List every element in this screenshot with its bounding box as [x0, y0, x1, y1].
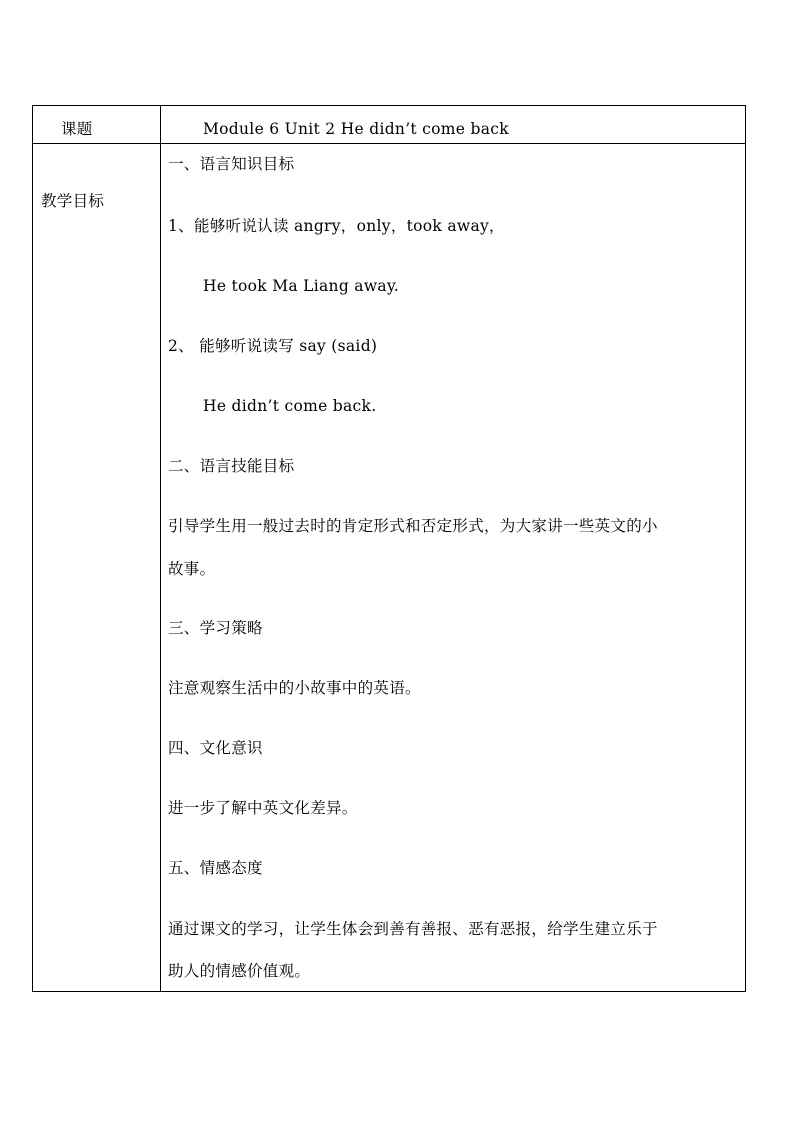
culture-text: 进一步了解中英文化差异。: [168, 799, 358, 817]
attitude-text-line-2: 助人的情感价值观。: [168, 962, 311, 980]
skills-text-line-1: 引导学生用一般过去时的肯定形式和否定形式，为大家讲一些英文的小: [168, 517, 658, 535]
section-heading-knowledge: 一、语言知识目标: [168, 155, 295, 173]
strategy-text: 注意观察生活中的小故事中的英语。: [168, 679, 421, 697]
objective-example-2: He didn’t come back.: [203, 397, 377, 415]
lesson-title: Module 6 Unit 2 He didn’t come back: [203, 120, 509, 138]
section-heading-attitude: 五、情感态度: [168, 859, 263, 877]
section-heading-strategy: 三、学习策略: [168, 619, 263, 637]
skills-text-line-2: 故事。: [168, 560, 216, 578]
objective-item-2: 2、 能够听说读写 say (said): [168, 337, 378, 355]
attitude-text-line-1: 通过课文的学习，让学生体会到善有善报、恶有恶报，给学生建立乐于: [168, 920, 658, 938]
column-divider: [160, 106, 161, 991]
section-heading-culture: 四、文化意识: [168, 739, 263, 757]
topic-label: 课题: [61, 120, 93, 138]
objective-example-1: He took Ma Liang away.: [203, 277, 400, 295]
section-heading-skills: 二、语言技能目标: [168, 457, 295, 475]
objective-item-1: 1、能够听说认读 angry，only，took away，: [168, 217, 505, 235]
lesson-plan-table: [32, 105, 746, 992]
objectives-label: 教学目标: [41, 192, 105, 210]
row-divider: [33, 143, 745, 144]
